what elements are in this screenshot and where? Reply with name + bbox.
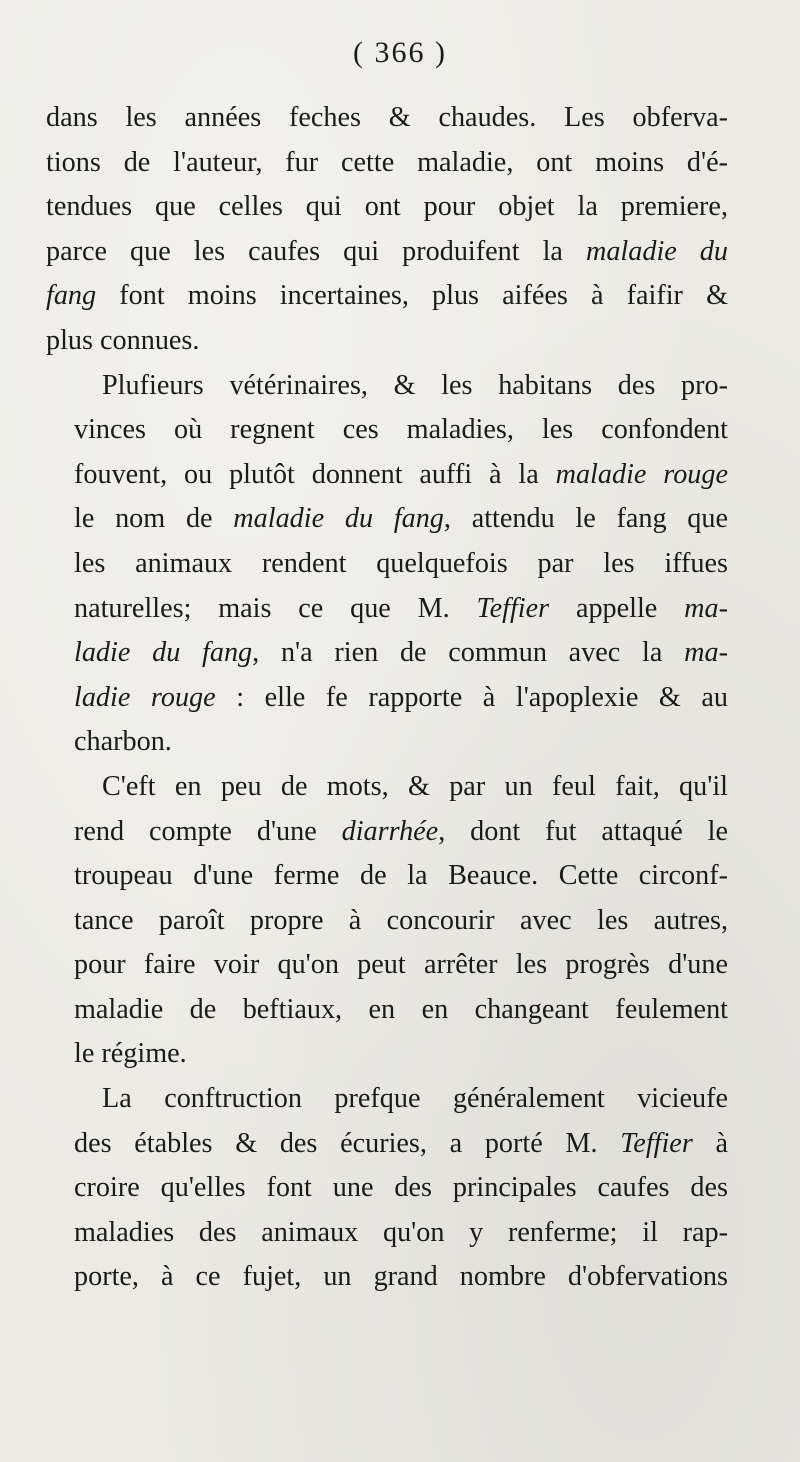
text-run: croire qu'elles font une des principales caufes des [74,1172,728,1204]
text-run: tance paroît propre à concourir avec les autres, [74,904,728,936]
italic-text: ma- [684,637,728,669]
text-run: C'eft en peu de mots, & par un feul fait, qu'il [102,770,728,802]
italic-text: Teffier [476,592,550,624]
text-line [46,720,728,765]
text-run: parce que les caufes qui produifent la [46,235,586,267]
text-run: charbon. [74,726,172,758]
text-run: le nom de [74,503,234,535]
text-line [46,810,728,855]
paragraph [46,364,728,765]
text-line [46,319,728,364]
text-line [46,497,728,542]
text-run: La conftruction prefque généralement vicieufe [102,1083,728,1115]
text-run: troupeau d'une ferme de la Beauce. Cette circonf- [74,860,728,892]
text-line [46,1077,728,1122]
text-run: vinces où regnent ces maladies, les confondent [74,414,728,446]
paragraph [46,1077,728,1300]
text-line [46,230,728,275]
text-run: fouvent, ou plutôt donnent auffi à la [74,458,556,490]
text-line [46,96,728,141]
text-line [46,899,728,944]
text-run: : elle fe rapporte à l'apoplexie & au [215,681,729,713]
italic-text: diarrhée [341,815,439,847]
paragraph [46,765,728,1077]
text-line [46,587,728,632]
text-line [46,141,728,186]
text-line [46,988,728,1033]
italic-text: ladie du fang [74,637,253,669]
text-line [46,274,728,319]
italic-text: maladie du [585,235,728,267]
text-line [46,1255,728,1300]
text-run: , attendu le fang que [443,503,729,535]
text-run: maladie de beftiaux, en en changeant feulement [74,993,728,1025]
text-run: le régime. [74,1038,187,1070]
text-line [46,854,728,899]
text-line [46,1211,728,1256]
text-run: , dont fut attaqué le [438,815,728,847]
text-run: maladies des animaux qu'on y renferme; il rap- [74,1216,728,1248]
text-line [46,185,728,230]
text-run: rend compte d'une [74,815,342,847]
page-number: ( 366 ) [353,36,447,69]
italic-text: Teffier [620,1127,693,1159]
text-line [46,408,728,453]
text-run: appelle [549,592,685,624]
text-run: , n'a rien de commun avec la [252,637,685,669]
italic-text: fang [46,280,97,312]
paragraph [46,96,728,364]
text-run: font moins incertaines, plus aifées à faifir & [96,280,728,312]
text-line [46,943,728,988]
text-line [46,631,728,676]
text-run: tions de l'auteur, fur cette maladie, ont moins d'é- [46,146,728,178]
text-run: pour faire voir qu'on peut arrêter les progrès d'une [74,949,728,981]
text-line [46,1122,728,1167]
italic-text: maladie rouge [555,458,728,490]
text-run: plus connues. [46,324,200,356]
text-line [46,1032,728,1077]
text-run: naturelles; mais ce que M. [74,592,477,624]
text-run: les animaux rendent quelquefois par les iffues [74,547,728,579]
italic-text: ladie rouge [74,681,216,713]
text-line [46,364,728,409]
text-run: Plufieurs vétérinaires, & les habitans des pro- [102,369,728,401]
italic-text: ma- [684,592,728,624]
body-text [46,96,728,1300]
text-run: tendues que celles qui ont pour objet la premiere, [46,191,728,223]
text-line [46,453,728,498]
text-run: dans les années feches & chaudes. Les obferva- [46,102,728,133]
text-run: des étables & des écuries, a porté M. [74,1127,621,1159]
text-line [46,676,728,721]
text-run: à [692,1127,728,1159]
text-line [46,1166,728,1211]
italic-text: maladie du fang [233,503,444,535]
text-line [46,542,728,587]
text-run: porte, à ce fujet, un grand nombre d'obfervations [74,1261,728,1293]
text-line [46,765,728,810]
